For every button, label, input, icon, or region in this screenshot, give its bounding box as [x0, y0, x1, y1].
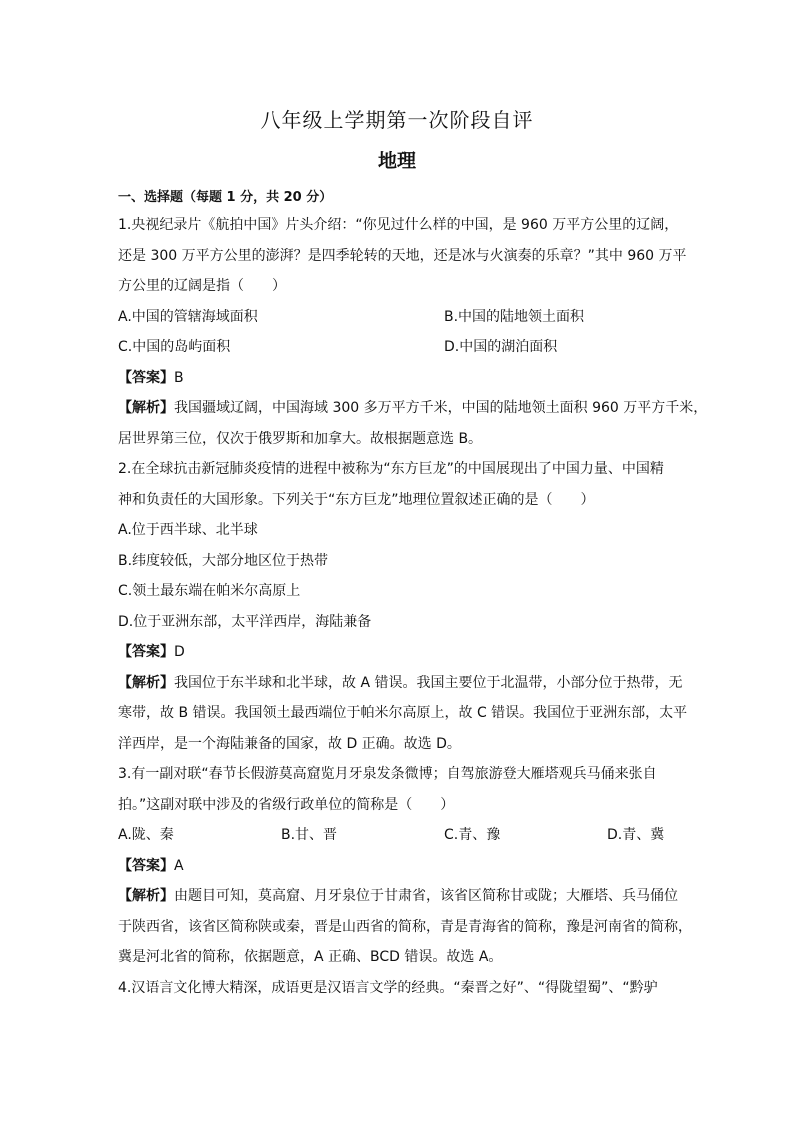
answer-value: B [174, 369, 184, 386]
analysis-text: 我国疆域辽阔，中国海域 300 多万平方千米，中国的陆地领土面积 960 万平方千米， [174, 400, 708, 416]
analysis-line: 居世界第三位，仅次于俄罗斯和加拿大。故根据题意选 B。 [118, 430, 483, 447]
analysis-line: 洋西岸，是一个海陆兼备的国家，故 D 正确。故选 D。 [118, 735, 461, 752]
option-a: A.位于西半球、北半球 [118, 522, 258, 538]
question-3-line: 3.有一副对联“春节长假游莫高窟览月牙泉发条微博；自驾旅游登大雁塔观兵马俑来张自 [118, 766, 657, 782]
analysis-line [118, 668, 683, 699]
subject-title: 地理 [377, 150, 416, 172]
analysis-line: 于陕西省，该省区简称陕或秦，晋是山西省的简称，青是青海省的简称，豫是河南省的简称， [118, 918, 692, 935]
analysis-text: 我国位于东半球和北半球，故 A 错误。我国主要位于北温带，小部分位于热带，无 [174, 674, 683, 691]
option-d: D.中国的湖泊面积 [444, 339, 558, 355]
option-c: C.青、豫 [444, 827, 501, 843]
section-heading: 一、选择题（每题 1 分，共 20 分） [118, 190, 333, 205]
answer-label: 【答案】 [118, 644, 174, 660]
question-block [118, 210, 708, 1003]
question-2-line: 神和负责任的大国形象。下列关于“东方巨龙”地理位置叙述正确的是（ ） [118, 491, 595, 508]
answer-value: A [174, 857, 184, 874]
analysis-label: 【解析】 [118, 674, 174, 691]
analysis-line: 寒带，故 B 错误。我国领土最西端位于帕米尔高原上，故 C 错误。我国位于亚洲东部，太平 [118, 705, 688, 721]
question-2-line: 2.在全球抗击新冠肺炎疫情的进程中被称为“东方巨龙”的中国展现出了中国力量、中国精 [118, 461, 664, 477]
answer-line [118, 363, 678, 394]
answer-label: 【答案】 [118, 369, 174, 386]
analysis-line [118, 881, 678, 912]
document-title: 八年级上学期第一次阶段自评 [260, 108, 534, 132]
analysis-label: 【解析】 [118, 400, 174, 416]
question-3-line: 拍。”这副对联中涉及的省级行政单位的简称是（ ） [118, 796, 455, 813]
option-b: B.中国的陆地领土面积 [444, 308, 585, 325]
question-1-options-row [118, 302, 678, 333]
option-b: B.甘、晋 [281, 827, 338, 843]
option-a: A.中国的管辖海域面积 [118, 308, 258, 325]
option-d: D.位于亚洲东部，太平洋西岸，海陆兼备 [118, 613, 372, 630]
question-1-line: 方公里的辽阔是指（ ） [118, 278, 286, 294]
option-d: D.青、冀 [607, 827, 665, 843]
option-a: A.陇、秦 [118, 827, 174, 843]
question-1-line: 1.央视纪录片《航拍中国》片头介绍：“你见过什么样的中国，是 960 万平方公里的辽阔， [118, 217, 679, 233]
option-b: B.纬度较低，大部分地区位于热带 [118, 552, 329, 569]
option-c: C.中国的岛屿面积 [118, 339, 231, 355]
answer-value: D [174, 644, 185, 660]
option-c: C.领土最东端在帕米尔高原上 [118, 583, 301, 599]
answer-line [118, 637, 678, 668]
question-1-line: 还是 300 万平方公里的澎湃？是四季轮转的天地，还是冰与火演奏的乐章？”其中 960 万平 [118, 247, 687, 264]
analysis-label: 【解析】 [118, 888, 174, 904]
answer-label: 【答案】 [118, 857, 174, 874]
question-4-line: 4.汉语言文化博大精深，成语更是汉语言文学的经典。“秦晋之好”、“得陇望蜀”、“黔驴 [118, 979, 658, 996]
analysis-line: 冀是河北省的简称，依据题意，A 正确、BCD 错误。故选 A。 [118, 949, 503, 965]
question-1-options-row [118, 332, 678, 363]
analysis-text: 由题目可知，莫高窟、月牙泉位于甘肃省，该省区简称甘或陇；大雁塔、兵马俑位 [174, 888, 678, 904]
analysis-line [118, 393, 708, 424]
question-3-options-row [118, 820, 678, 851]
answer-line [118, 851, 678, 882]
